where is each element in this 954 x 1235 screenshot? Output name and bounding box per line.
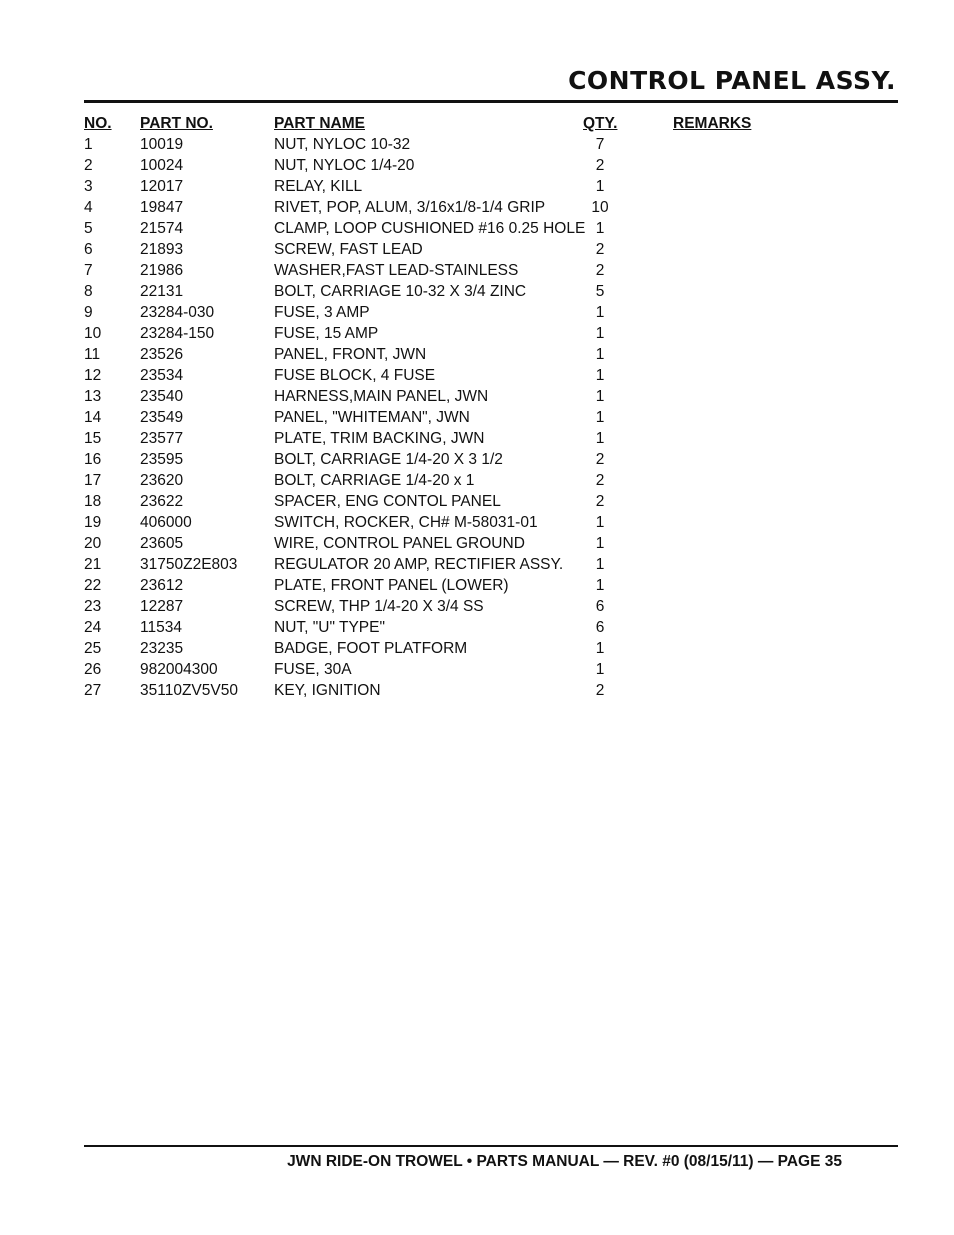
cell-part-no: 12287 <box>140 598 184 615</box>
cell-qty: 1 <box>595 304 605 321</box>
cell-part-no: 23577 <box>140 430 184 447</box>
cell-part-no: 12017 <box>140 178 184 195</box>
cell-no: 22 <box>84 577 102 594</box>
cell-part-name: BOLT, CARRIAGE 10-32 X 3/4 ZINC <box>274 283 527 300</box>
cell-part-no: 23235 <box>140 640 184 657</box>
table-row <box>84 470 844 491</box>
table-row <box>84 323 844 344</box>
cell-part-no: 21574 <box>140 220 184 237</box>
cell-qty: 2 <box>595 241 605 258</box>
table-row <box>84 260 844 281</box>
cell-part-name: PANEL, FRONT, JWN <box>274 346 427 363</box>
cell-no: 17 <box>84 472 102 489</box>
cell-qty: 6 <box>595 619 605 636</box>
table-row <box>84 281 844 302</box>
cell-no: 24 <box>84 619 102 636</box>
cell-qty: 1 <box>595 367 605 384</box>
cell-qty: 1 <box>595 514 605 531</box>
table-row <box>84 386 844 407</box>
cell-part-no: 10024 <box>140 157 184 174</box>
table-row <box>84 344 844 365</box>
table-row <box>84 680 844 701</box>
cell-part-name: RELAY, KILL <box>274 178 363 195</box>
header-part-name: PART NAME <box>274 115 365 132</box>
cell-qty: 1 <box>595 220 605 237</box>
table-header <box>84 113 844 134</box>
cell-part-name: FUSE BLOCK, 4 FUSE <box>274 367 436 384</box>
cell-no: 23 <box>84 598 102 615</box>
header-no: NO. <box>84 115 112 132</box>
cell-no: 10 <box>84 325 102 342</box>
cell-part-name: PLATE, TRIM BACKING, JWN <box>274 430 485 447</box>
header-qty: QTY. <box>583 115 618 132</box>
cell-part-name: FUSE, 3 AMP <box>274 304 370 321</box>
cell-part-no: 22131 <box>140 283 184 300</box>
table-row <box>84 218 844 239</box>
table-row <box>84 638 844 659</box>
table-row <box>84 365 844 386</box>
cell-part-name: WIRE, CONTROL PANEL GROUND <box>274 535 525 552</box>
cell-qty: 2 <box>595 472 605 489</box>
cell-part-no: 982004300 <box>140 661 218 678</box>
cell-qty: 5 <box>595 283 605 300</box>
cell-part-name: BOLT, CARRIAGE 1/4-20 x 1 <box>274 472 475 489</box>
table-row <box>84 176 844 197</box>
cell-qty: 6 <box>595 598 605 615</box>
table-row <box>84 512 844 533</box>
cell-part-name: FUSE, 30A <box>274 661 352 678</box>
cell-qty: 1 <box>595 430 605 447</box>
table-row <box>84 407 844 428</box>
cell-part-no: 35110ZV5V50 <box>140 682 238 699</box>
cell-part-no: 23595 <box>140 451 184 468</box>
cell-no: 26 <box>84 661 102 678</box>
cell-part-no: 10019 <box>140 136 184 153</box>
cell-no: 4 <box>84 199 93 216</box>
cell-no: 8 <box>84 283 93 300</box>
cell-part-no: 23534 <box>140 367 184 384</box>
cell-qty: 2 <box>595 262 605 279</box>
cell-qty: 2 <box>595 451 605 468</box>
cell-part-no: 31750Z2E803 <box>140 556 238 573</box>
cell-part-name: NUT, NYLOC 10-32 <box>274 136 411 153</box>
table-row <box>84 659 844 680</box>
cell-no: 21 <box>84 556 102 573</box>
table-row <box>84 428 844 449</box>
cell-part-no: 23605 <box>140 535 184 552</box>
cell-qty: 1 <box>595 556 605 573</box>
cell-no: 12 <box>84 367 102 384</box>
table-body <box>84 134 844 701</box>
cell-part-name: HARNESS,MAIN PANEL, JWN <box>274 388 489 405</box>
cell-qty: 1 <box>595 388 605 405</box>
page-title: CONTROL PANEL ASSY. <box>568 66 896 95</box>
cell-no: 27 <box>84 682 102 699</box>
cell-no: 19 <box>84 514 102 531</box>
cell-part-name: BADGE, FOOT PLATFORM <box>274 640 468 657</box>
cell-part-no: 11534 <box>140 619 182 636</box>
table-row <box>84 575 844 596</box>
cell-no: 20 <box>84 535 102 552</box>
cell-qty: 7 <box>595 136 605 153</box>
table-row <box>84 533 844 554</box>
cell-part-name: SCREW, THP 1/4-20 X 3/4 SS <box>274 598 484 615</box>
cell-part-no: 23620 <box>140 472 184 489</box>
cell-qty: 1 <box>595 346 605 363</box>
cell-qty: 2 <box>595 157 605 174</box>
cell-no: 1 <box>84 136 93 153</box>
cell-part-no: 23284-030 <box>140 304 215 321</box>
cell-part-no: 21893 <box>140 241 184 258</box>
parts-table <box>84 113 844 701</box>
cell-qty: 2 <box>595 493 605 510</box>
cell-no: 16 <box>84 451 102 468</box>
table-row <box>84 554 844 575</box>
table-row <box>84 491 844 512</box>
cell-part-name: REGULATOR 20 AMP, RECTIFIER ASSY. <box>274 556 564 573</box>
cell-qty: 10 <box>591 199 609 216</box>
table-row <box>84 239 844 260</box>
cell-qty: 1 <box>595 535 605 552</box>
cell-qty: 1 <box>595 409 605 426</box>
cell-qty: 1 <box>595 325 605 342</box>
cell-no: 25 <box>84 640 102 657</box>
cell-part-name: NUT, NYLOC 1/4-20 <box>274 157 415 174</box>
cell-part-no: 23540 <box>140 388 184 405</box>
cell-no: 13 <box>84 388 102 405</box>
cell-part-name: NUT, "U" TYPE" <box>274 619 385 636</box>
cell-qty: 1 <box>595 661 605 678</box>
cell-part-name: CLAMP, LOOP CUSHIONED #16 0.25 HOLE <box>274 220 586 237</box>
cell-no: 9 <box>84 304 93 321</box>
cell-part-no: 19847 <box>140 199 184 216</box>
cell-part-name: PANEL, "WHITEMAN", JWN <box>274 409 470 426</box>
page-footer: JWN RIDE-ON TROWEL • PARTS MANUAL — REV. #0 (08/15/11) — PAGE 35 <box>287 1153 842 1170</box>
cell-part-name: PLATE, FRONT PANEL (LOWER) <box>274 577 509 594</box>
cell-no: 18 <box>84 493 102 510</box>
cell-qty: 2 <box>595 682 605 699</box>
table-row <box>84 134 844 155</box>
table-row <box>84 617 844 638</box>
cell-no: 14 <box>84 409 102 426</box>
table-row <box>84 155 844 176</box>
cell-part-no: 406000 <box>140 514 192 531</box>
cell-part-name: BOLT, CARRIAGE 1/4-20 X 3 1/2 <box>274 451 503 468</box>
cell-part-name: SPACER, ENG CONTOL PANEL <box>274 493 501 510</box>
cell-part-no: 23622 <box>140 493 184 510</box>
cell-part-no: 23526 <box>140 346 184 363</box>
cell-no: 2 <box>84 157 93 174</box>
title-rule <box>84 100 898 103</box>
cell-qty: 1 <box>595 640 605 657</box>
cell-part-name: KEY, IGNITION <box>274 682 381 699</box>
cell-no: 3 <box>84 178 93 195</box>
cell-part-name: WASHER,FAST LEAD-STAINLESS <box>274 262 519 279</box>
cell-part-name: FUSE, 15 AMP <box>274 325 379 342</box>
cell-part-name: SCREW, FAST LEAD <box>274 241 423 258</box>
header-part-no: PART NO. <box>140 115 213 132</box>
cell-part-name: SWITCH, ROCKER, CH# M-58031-01 <box>274 514 538 531</box>
cell-part-no: 23284-150 <box>140 325 215 342</box>
cell-qty: 1 <box>595 577 605 594</box>
cell-no: 11 <box>84 346 101 363</box>
header-remarks: REMARKS <box>673 115 752 132</box>
cell-no: 15 <box>84 430 102 447</box>
cell-part-no: 21986 <box>140 262 184 279</box>
cell-no: 7 <box>84 262 93 279</box>
table-row <box>84 449 844 470</box>
cell-part-name: RIVET, POP, ALUM, 3/16x1/8-1/4 GRIP <box>274 199 546 216</box>
cell-part-no: 23612 <box>140 577 184 594</box>
footer-rule <box>84 1145 898 1147</box>
cell-qty: 1 <box>595 178 605 195</box>
cell-part-no: 23549 <box>140 409 184 426</box>
cell-no: 5 <box>84 220 93 237</box>
cell-no: 6 <box>84 241 93 258</box>
table-row <box>84 302 844 323</box>
table-row <box>84 197 844 218</box>
table-row <box>84 596 844 617</box>
